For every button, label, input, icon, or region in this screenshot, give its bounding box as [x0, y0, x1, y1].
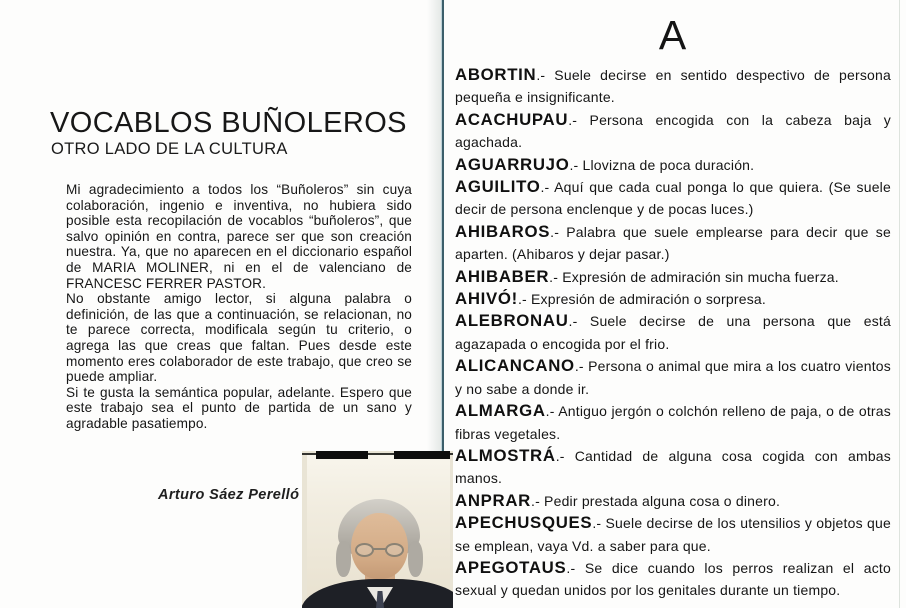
photo-mount-tab-left	[316, 451, 368, 459]
photo-mount-tab-right	[394, 451, 450, 459]
portrait-hair-right	[408, 541, 423, 577]
intro-paragraph: No obstante amigo lector, si alguna palabra o definición, de las que a continuación, se relacionan, no te parece correcta, modificala según tu criterio, o agrega las que creas que faltan. Pues desde este momento eres colaborador de este trabajo, que creo se puede ampliar.	[66, 291, 412, 385]
entry-term: ALICANCANO	[455, 356, 575, 376]
entry-term: AGUILITO	[455, 177, 541, 197]
glossary-entry	[455, 154, 891, 176]
glossary-entry	[455, 557, 891, 602]
intro-paragraph: Mi agradecimiento a todos los “Buñoleros” sin cuya colaboración, ingenio e inventiva, no hubiera sido posible esta recopilación de vocablos “buñoleros”, que salvo opinión en contra, parece ser que son creación nuestra. Ya, que no aparecen en el diccionario español de MARIA MOLINER, ni en el de valenciano de FRANCESC FERRER PASTOR.	[66, 182, 412, 291]
entry-term: ALEBRONAU	[455, 311, 569, 331]
scan-edge-line	[899, 0, 900, 608]
glossary-entry	[455, 266, 891, 288]
portrait	[307, 455, 450, 608]
entry-term: ABORTIN	[455, 65, 537, 84]
entry-term: APECHUSQUES	[455, 513, 593, 533]
entry-term: ACACHUPAU	[455, 109, 569, 129]
entry-separator: .-	[569, 156, 583, 173]
photo-paper	[307, 455, 450, 608]
entry-separator: .-	[550, 223, 567, 240]
entry-term: ANPRAR	[455, 490, 531, 510]
glossary-entry	[455, 288, 891, 310]
entry-term: ALMARGA	[455, 401, 546, 421]
entry-definition: Se dice cuando los perros realizan el acto sexual y quedan unidos por los genitales durante un tiempo.	[455, 559, 891, 599]
author-photo	[302, 451, 453, 608]
entry-separator: .-	[568, 111, 590, 128]
entry-definition: Persona o animal que mira a los cuatro vientos y no sabe a donde ir.	[455, 358, 891, 397]
entry-term: AHIVÓ!	[455, 289, 518, 309]
portrait-glasses	[355, 543, 404, 559]
entry-term: APEGOTAUS	[455, 557, 567, 577]
glossary-entry	[455, 445, 891, 490]
glasses-lens-right	[385, 543, 404, 557]
entry-separator: .-	[549, 268, 563, 285]
author-name: Arturo Sáez Perelló	[158, 487, 300, 503]
entry-separator: .-	[517, 291, 531, 308]
entry-separator: .-	[566, 559, 585, 576]
entry-separator: .-	[555, 447, 575, 464]
glossary-entry	[455, 512, 891, 557]
left-page	[0, 0, 443, 608]
glossary-entry	[455, 221, 891, 266]
entry-definition: Suele decirse de una persona que está agazapada o encogida por el frio.	[455, 313, 891, 352]
entry-separator: .-	[531, 492, 545, 509]
glossary-entry	[455, 400, 891, 445]
section-letter-heading: A	[658, 12, 688, 58]
glossary-entries	[455, 64, 891, 602]
entry-term: AHIBAROS	[455, 221, 551, 241]
page-subtitle: OTRO LADO DE LA CULTURA	[51, 140, 288, 158]
entry-definition: Expresión de admiración sin mucha fuerza.	[562, 268, 839, 285]
entry-definition: Expresión de admiración o sorpresa.	[530, 291, 766, 308]
glossary-entry	[455, 109, 891, 154]
entry-separator: .-	[574, 358, 589, 375]
entry-definition: Suele decirse de los utensilios y objetos que se emplean, vaya Vd. a saber para que.	[455, 515, 891, 554]
entry-separator: .-	[536, 67, 555, 83]
entry-definition: Pedir prestada alguna cosa o dinero.	[544, 492, 781, 509]
entry-definition: Palabra que suele emplearse para decir que se aparten. (Ahibaros y dejar pasar.)	[455, 223, 891, 263]
entry-separator: .-	[568, 313, 590, 330]
page-title: VOCABLOS BUÑOLEROS	[50, 107, 407, 139]
introduction-text	[66, 182, 412, 432]
entry-definition: Suele decirse en sentido despectivo de persona pequeña e insignificante.	[455, 67, 891, 106]
entry-term: AHIBABER	[455, 266, 550, 286]
entry-definition: Aquí que cada cual ponga lo que quiera. (Se suele decir de persona enclenque y de pocas luces.)	[455, 179, 891, 218]
entry-separator: .-	[592, 515, 606, 532]
glossary-entry	[455, 64, 891, 109]
glossary-entry	[455, 310, 891, 355]
entry-term: AGUARRUJO	[455, 154, 570, 174]
glasses-lens-left	[355, 543, 374, 557]
intro-paragraph: Si te gusta la semántica popular, adelante. Espero que este trabajo sea el punto de partida de un sano y agradable pasatiempo.	[66, 384, 412, 431]
glossary-entry	[455, 490, 891, 512]
glossary-entry	[455, 176, 891, 221]
entry-definition: Antiguo jergón o colchón relleno de paja, o de otras fibras vegetales.	[455, 403, 891, 442]
portrait-hair-left	[336, 541, 351, 577]
entry-separator: .-	[545, 403, 559, 420]
glossary-entry	[455, 355, 891, 400]
entry-separator: .-	[540, 179, 555, 196]
right-page	[455, 10, 891, 602]
entry-term: ALMOSTRÁ	[455, 445, 556, 465]
entry-definition: Llovizna de poca duración.	[582, 156, 755, 173]
entry-definition: Persona encogida con la cabeza baja y agachada.	[455, 111, 891, 151]
entry-definition: Cantidad de alguna cosa cogida con ambas manos.	[455, 447, 891, 487]
